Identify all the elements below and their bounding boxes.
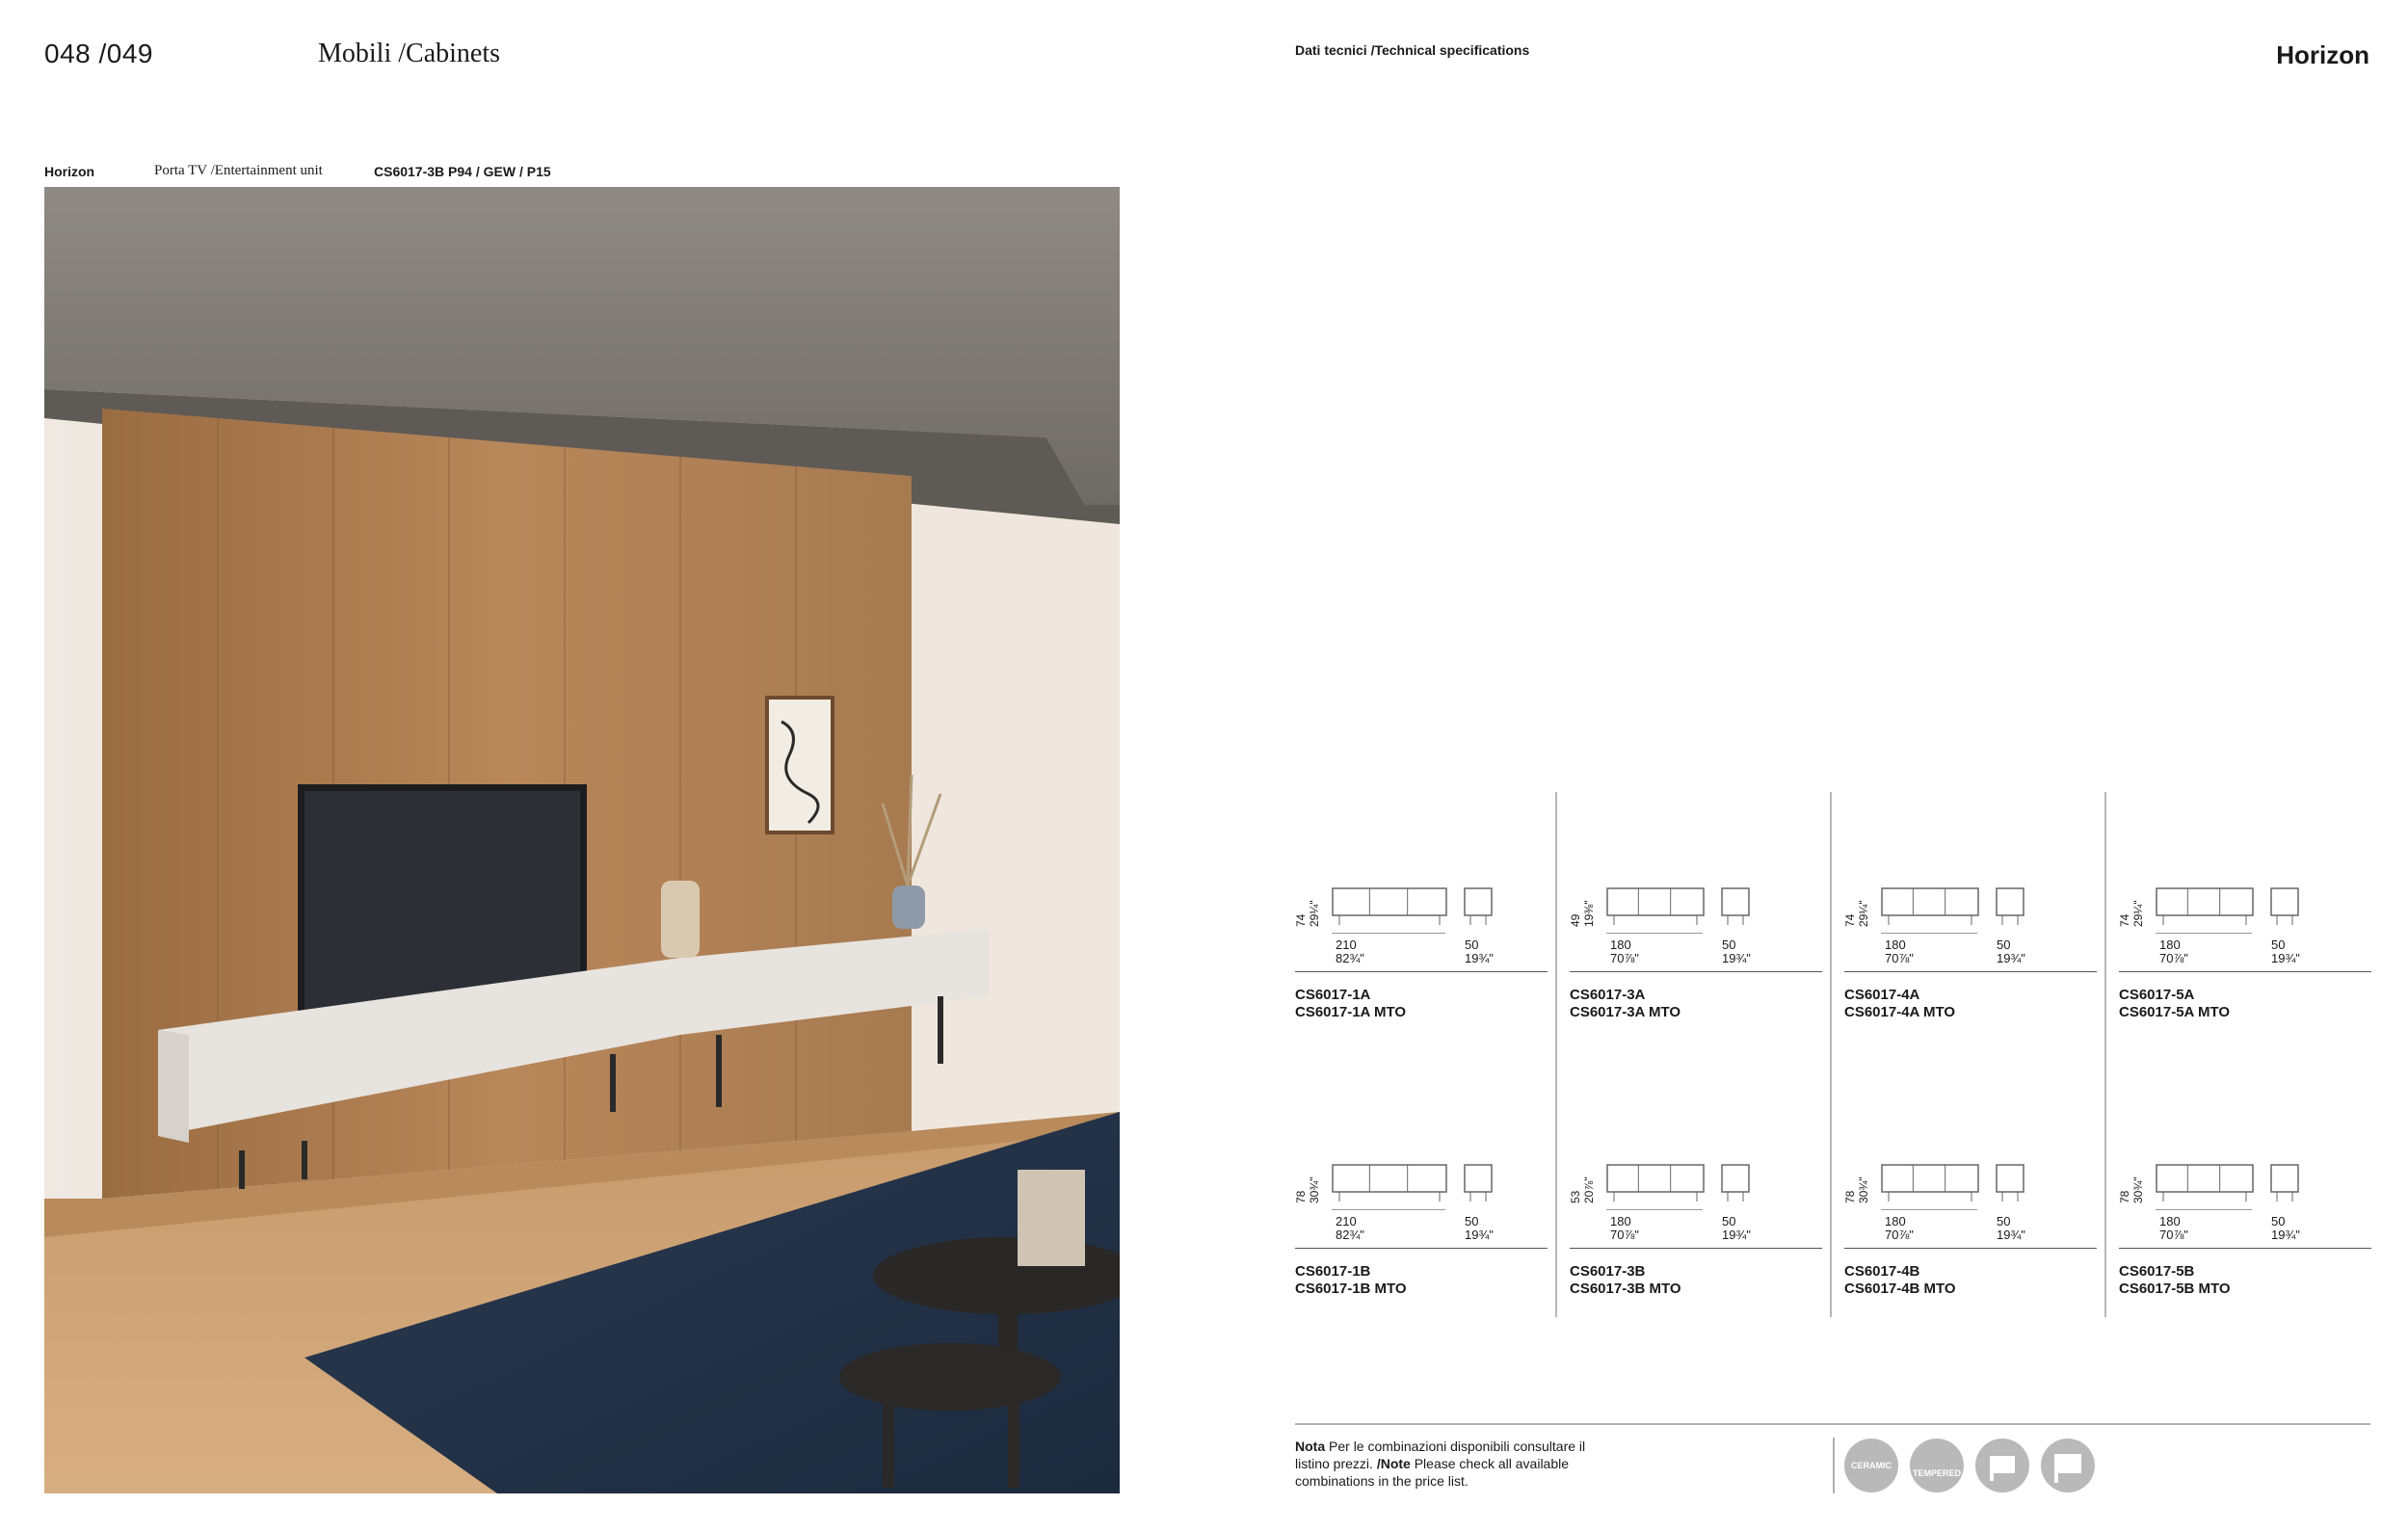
- badge-separator: [1833, 1438, 1835, 1493]
- ceramic-badge: CERAMIC: [1844, 1439, 1898, 1492]
- width-in: 70⅞": [2159, 951, 2188, 965]
- width-cm: 180: [1610, 1214, 1631, 1228]
- cell-rule: [1844, 971, 2097, 972]
- cell-rule: [1295, 1248, 1548, 1249]
- depth-in: 19¾": [1465, 1228, 1494, 1242]
- width-in: 82¾": [1336, 1228, 1364, 1242]
- width-cm: 180: [1885, 938, 1906, 952]
- width-rule: [1881, 933, 1977, 934]
- note: [1295, 1438, 1603, 1490]
- height-cm: 74: [1294, 913, 1308, 927]
- model-code: CS6017-1A: [1295, 987, 1371, 1003]
- product-photo: [44, 187, 1120, 1493]
- width-in: 70⅞": [1610, 951, 1639, 965]
- drawer-icon: [1975, 1439, 2029, 1492]
- height-cm: 53: [1569, 1190, 1582, 1203]
- cabinet-drawing: [1606, 1157, 1780, 1207]
- page-numbers: 048 /049: [44, 39, 153, 68]
- depth-in: 19¾": [1997, 951, 2025, 965]
- depth-cm: 50: [1722, 938, 1736, 952]
- cell-rule: [1295, 971, 1548, 972]
- width-rule: [1332, 933, 1445, 934]
- grid-separator: [1830, 792, 1832, 1317]
- spec-title: Dati tecnici /Technical specifications: [1295, 42, 1530, 58]
- model-code: CS6017-4A: [1844, 987, 1920, 1003]
- spec-cell: [2118, 877, 2371, 1020]
- spec-cell: [1294, 877, 1548, 1020]
- height-cm: 49: [1569, 913, 1582, 927]
- cabinet-drawing: [1332, 1157, 1505, 1207]
- note-text-en: Please check all available combinations in the price list.: [1295, 1456, 1570, 1489]
- depth-in: 19¾": [1997, 1228, 2025, 1242]
- depth-in: 19¾": [1722, 951, 1751, 965]
- height-cm: 78: [2118, 1190, 2131, 1203]
- depth-cm: 50: [1465, 938, 1479, 952]
- tempered-badge: TEMPERED: [1910, 1439, 1964, 1492]
- section-title: Mobili /Cabinets: [318, 39, 500, 68]
- spec-cell: [1569, 1153, 1822, 1297]
- model-code: CS6017-5B: [2119, 1263, 2195, 1280]
- height-cm: 74: [1843, 913, 1857, 927]
- width-in: 70⅞": [1610, 1228, 1639, 1242]
- footer-rule: [1295, 1423, 2370, 1425]
- width-in: 70⅞": [2159, 1228, 2188, 1242]
- depth-cm: 50: [1465, 1214, 1479, 1228]
- depth-cm: 50: [1997, 938, 2011, 952]
- width-cm: 180: [2159, 1214, 2181, 1228]
- width-in: 70⅞": [1885, 951, 1914, 965]
- width-in: 82¾": [1336, 951, 1364, 965]
- spec-cell: [1294, 1153, 1548, 1297]
- width-cm: 180: [1610, 938, 1631, 952]
- spec-cell: [1843, 877, 2097, 1020]
- width-in: 70⅞": [1885, 1228, 1914, 1242]
- spec-cell: [1843, 1153, 2097, 1297]
- height-in: 19⅜": [1582, 900, 1596, 927]
- caption-type: Porta TV /Entertainment unit: [154, 163, 323, 178]
- model-code: CS6017-5A: [2119, 987, 2195, 1003]
- width-rule: [2156, 933, 2252, 934]
- height-in: 29¼": [2131, 900, 2145, 927]
- cell-rule: [1570, 1248, 1822, 1249]
- height-in: 30¾": [1308, 1176, 1321, 1203]
- note-text-it: Per le combinazioni disponibili consultare il listino prezzi.: [1295, 1439, 1586, 1471]
- cell-rule: [1844, 1248, 2097, 1249]
- note-label-it: Nota: [1295, 1439, 1326, 1454]
- caption-name: Horizon: [44, 164, 95, 179]
- depth-cm: 50: [2271, 1214, 2286, 1228]
- cabinet-drawing: [2156, 1157, 2329, 1207]
- cabinet-drawing: [1881, 881, 2054, 931]
- model-code: CS6017-4B: [1844, 1263, 1920, 1280]
- cabinet-drawing: [1332, 881, 1505, 931]
- cabinet-drawing: [1881, 1157, 2054, 1207]
- note-label-en: /Note: [1376, 1456, 1411, 1471]
- height-cm: 74: [2118, 913, 2131, 927]
- spec-cell: [2118, 1153, 2371, 1297]
- height-in: 29¼": [1308, 900, 1321, 927]
- grid-separator: [1555, 792, 1557, 1317]
- model-code-mto: CS6017-1A MTO: [1295, 1004, 1407, 1020]
- width-rule: [1881, 1209, 1977, 1210]
- cell-rule: [2119, 1248, 2371, 1249]
- model-code-mto: CS6017-5A MTO: [2119, 1004, 2231, 1020]
- model-code-mto: CS6017-3A MTO: [1570, 1004, 1681, 1020]
- width-rule: [1606, 1209, 1703, 1210]
- height-in: 20⅞": [1582, 1176, 1596, 1203]
- spec-cell: [1569, 877, 1822, 1020]
- model-code-mto: CS6017-1B MTO: [1295, 1281, 1407, 1297]
- width-rule: [1606, 933, 1703, 934]
- brand-title: Horizon: [2276, 40, 2369, 69]
- depth-cm: 50: [1997, 1214, 2011, 1228]
- height-in: 30¾": [1857, 1176, 1870, 1203]
- width-cm: 210: [1336, 1214, 1357, 1228]
- depth-in: 19¾": [2271, 1228, 2300, 1242]
- model-code: CS6017-3B: [1570, 1263, 1646, 1280]
- cell-rule: [2119, 971, 2371, 972]
- model-code-mto: CS6017-4A MTO: [1844, 1004, 1956, 1020]
- grid-separator: [2104, 792, 2106, 1317]
- model-code-mto: CS6017-5B MTO: [2119, 1281, 2231, 1297]
- height-cm: 78: [1294, 1190, 1308, 1203]
- depth-in: 19¾": [2271, 951, 2300, 965]
- width-rule: [2156, 1209, 2252, 1210]
- caption-code: CS6017-3B P94 / GEW / P15: [374, 164, 551, 179]
- depth-in: 19¾": [1722, 1228, 1751, 1242]
- cabinet-drawing: [1606, 881, 1780, 931]
- model-code: CS6017-3A: [1570, 987, 1646, 1003]
- height-cm: 78: [1843, 1190, 1857, 1203]
- depth-cm: 50: [1722, 1214, 1736, 1228]
- cabinet-drawing: [2156, 881, 2329, 931]
- width-cm: 210: [1336, 938, 1357, 952]
- model-code-mto: CS6017-3B MTO: [1570, 1281, 1681, 1297]
- depth-cm: 50: [2271, 938, 2286, 952]
- height-in: 30¾": [2131, 1176, 2145, 1203]
- depth-in: 19¾": [1465, 951, 1494, 965]
- width-rule: [1332, 1209, 1445, 1210]
- width-cm: 180: [2159, 938, 2181, 952]
- width-cm: 180: [1885, 1214, 1906, 1228]
- model-code-mto: CS6017-4B MTO: [1844, 1281, 1956, 1297]
- model-code: CS6017-1B: [1295, 1263, 1371, 1280]
- cell-rule: [1570, 971, 1822, 972]
- cabinet-icon: [2041, 1439, 2095, 1492]
- height-in: 29¼": [1857, 900, 1870, 927]
